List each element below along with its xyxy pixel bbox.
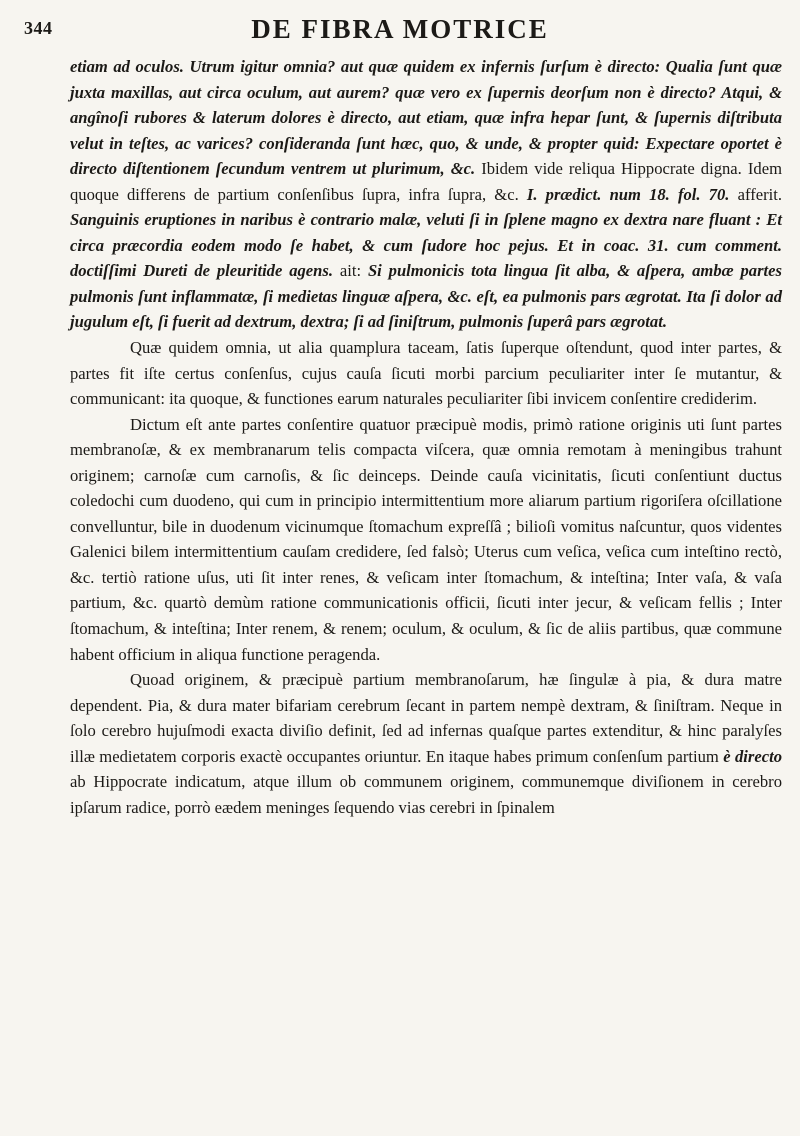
paragraph-origin xyxy=(70,667,782,820)
page-number: 344 xyxy=(24,18,53,38)
citation: I. prædict. num 18. fol. 70. xyxy=(526,184,730,204)
text-span: afferit. xyxy=(737,184,782,204)
italic-phrase: è directo xyxy=(723,746,782,766)
body-text xyxy=(70,54,782,820)
running-title: DE FIBRA MOTRICE xyxy=(251,14,549,44)
text-span: ait: xyxy=(339,261,362,281)
running-head xyxy=(0,14,800,50)
paragraph-hippocrates-quote xyxy=(70,54,782,335)
paragraph-four-modes: Dictum eſt ante partes conſentire quatuor præcipuè modis, primò ratione originis uti ſunt partes membranoſæ, & ex membranarum telis compacta viſcera, quæ omnia remotam à meningibus trahunt originem; carnoſæ cum carnoſis, & ſic deinceps. Deinde cauſa vicinitatis, ſicuti conſentiunt ductus coledochi cum duodeno, qui cum in principio intermittentium more aliarum partium rigoriſera oſcillatione convelluntur, bile in duodenum vicinumque ſtomachum expreſſâ ; bilioſi vomitus naſcuntur, quos videntes Galenici bilem intermittentium cauſam credidere, ſed falsò; Uterus cum veſica, veſica cum inteſtino rectò, &c. tertiò ratione uſus, uti ſit inter renes, & veſicam inter ſtomachum, & inteſtina; Inter vaſa, & vaſa partium, &c. quartò demùm ratione communicationis officii, ſicuti inter jecur, & veſicam fellis ; Inter ſtomachum, & inteſtina; Inter renem, & renem; oculum, & oculum, & ſic de aliis partibus, quæ commune habent officium in aliqua functione peragenda. xyxy=(70,414,782,664)
italic-quote-3: Si pulmonicis tota lingua ſit alba, & aſpera, ambæ partes pulmonis ſunt inflammatæ, ſi medietas linguæ aſpera, &c. eſt, ea pulmonis pars ægrotat. Ita ſi dolor ad jugulum eſt, ſi fuerit ad dextrum, dextra; ſi ad ſiniſtrum, pulmonis ſuperâ pars ægrotat. xyxy=(70,261,782,332)
text-span: ab Hippocrate indicatum, atque illum ob communem originem, communemque diviſionem in cerebro ipſarum radice, porrò eædem meninges ſequendo vias cerebri in ſpinalem xyxy=(70,772,782,817)
italic-quote-1: etiam ad oculos. Utrum igitur omnia? aut quæ quidem ex infernis ſurſum è directo: Qualia ſunt quæ juxta maxillas, aut circa oculum, aut aurem? quæ vero ex ſupernis deorſum non è directo? Atqui, & angînoſi rubores & laterum dolores è directo, aut etiam, quæ infra hepar ſunt, & ſupernis diſtributa velut in teſtes, ac varices? conſideranda ſunt hæc, quo, & unde, & propter quid: Expectare oportet è directo diſtentionem ſecundum ventrem ut plurimum, &c. xyxy=(70,57,782,179)
text-span: Ibidem vide reliqua Hippocrate digna. Idem quoque differens de partium conſenſibus ſupra, infra ſupra, &c. xyxy=(70,159,782,204)
text-span: Quoad originem, & præcipuè partium membranoſarum, hæ ſingulæ à pia, & dura matre dependent. Pia, & dura mater bifariam cerebrum ſecant in partem nempè dextram, & ſiniſtram. Neque in ſolo cerebro hujuſmodi exacta diviſio definit, ſed ad infernas quaſque partes extenditur, & hinc paralyſes illæ medietatem corporis exactè occupantes oriuntur. En itaque habes primum conſenſum partium xyxy=(70,670,782,766)
paragraph-consent: Quæ quidem omnia, ut alia quamplura taceam, ſatis ſuperque oſtendunt, quod inter partes, & partes fit iſte certus conſenſus, cujus cauſa ſicuti morbi parcium peculiariter inter ſe mutantur, & communicant: ita quoque, & functiones earum naturales peculiariter ſibi invicem conſentire crediderim. xyxy=(70,338,782,409)
italic-quote-2: Sanguinis eruptiones in naribus è contrario malæ, veluti ſi in ſplene magno ex dextra nare fluant : Et circa præcordia eodem modo ſe habet, & cum ſudore hoc pejus. Et in coac. 31. cum comment. doctiſſimi Dureti de pleuritide agens. xyxy=(70,210,782,281)
